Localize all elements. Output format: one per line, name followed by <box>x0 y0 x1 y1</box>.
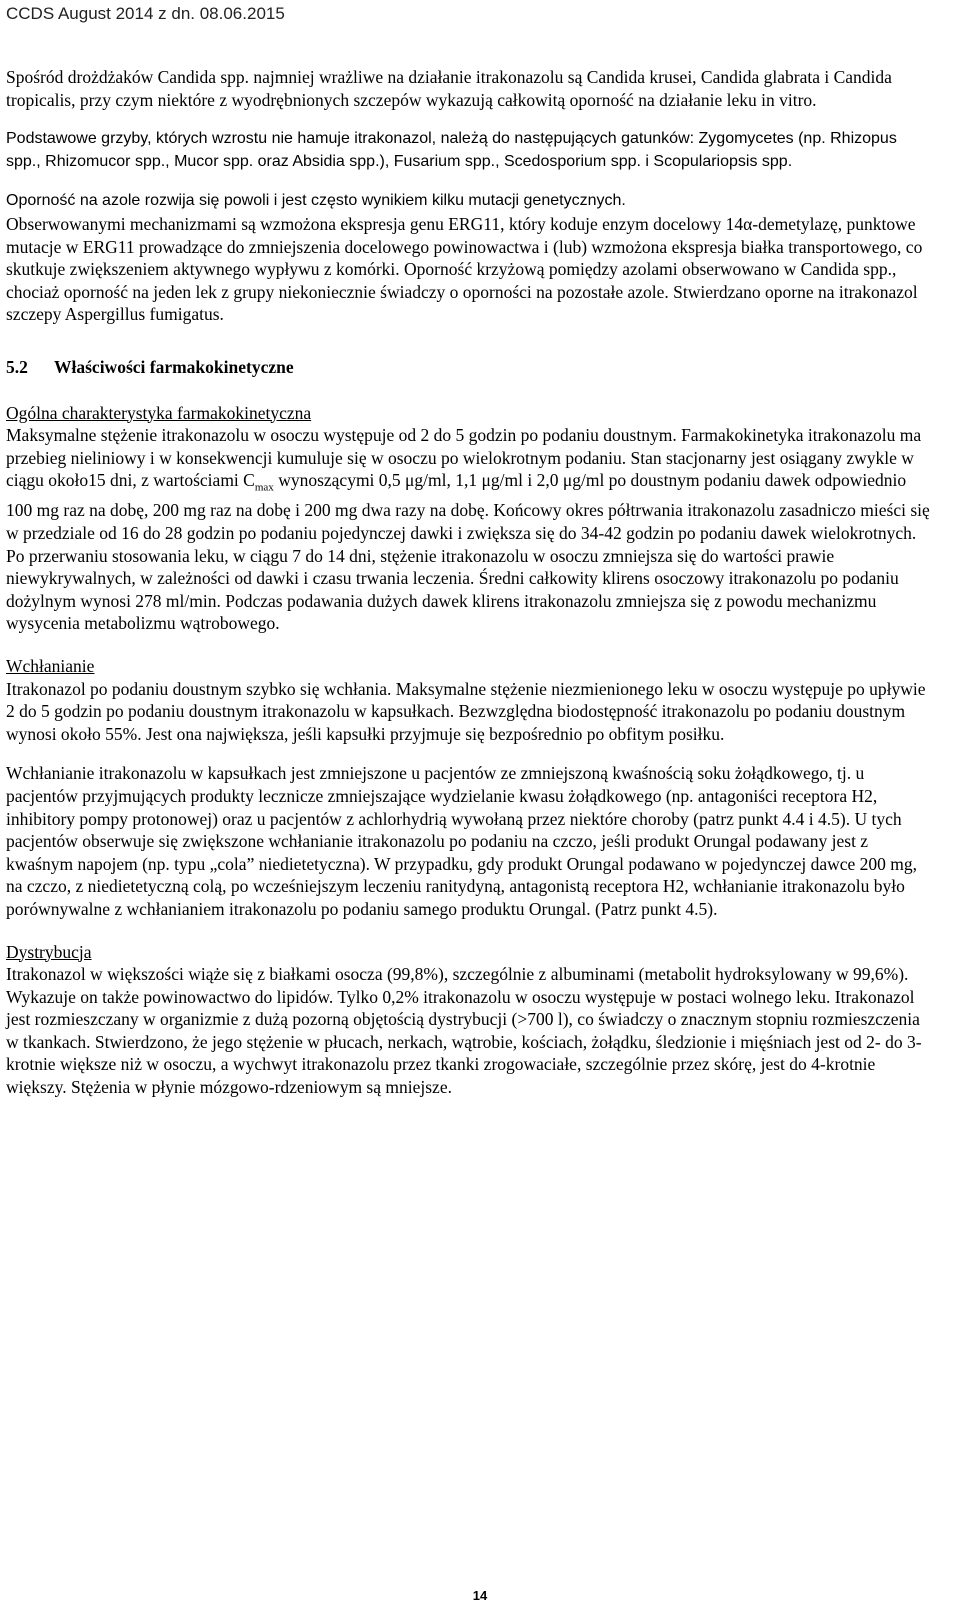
paragraph-absorption-1: Itrakonazol po podaniu doustnym szybko się wchłania. Maksymalne stężenie niezmienionego leku w osoczu występuje po upływie 2 do 5 godzin po podaniu doustnym itrakonazolu w kapsułkach. Bezwzględna biodostępność itrakonazolu po podaniu doustnym wynosi około 55%. Jest ona największa, jeśli kapsułki przyjmuje się bezpośrednio po obfitym posiłku. <box>6 678 926 744</box>
section-heading <box>6 356 934 379</box>
document-body <box>6 66 934 1099</box>
general-pk-text-start: Maksymalne stężenie itrakonazolu w osoczu występuje od 2 do 5 godzin po podaniu doustnym. Farmakokinetyka itrakonazolu ma przebieg nieliniowy i w konsekwencji kumuluje się w osoczu po wielokrotnym podaniu. Stan stacjonarny jest osiągany zwykle w ciągu około15 dni, z wartościami <box>6 425 922 491</box>
section-number: 5.2 <box>6 356 28 377</box>
document-header: CCDS August 2014 z dn. 08.06.2015 <box>6 4 285 23</box>
paragraph-distribution: Itrakonazol w większości wiąże się z białkami osocza (99,8%), szczególnie z albuminami (metabolit hydroksylowany w 99,6%). Wykazuje on także powinowactwo do lipidów. Tylko 0,2% itrakonazolu w osoczu występuje w postaci wolnego leku. Itrakonazol jest rozmieszczany w organizmie z dużą pozorną objętością dystrybucji (>700 l), co świadczy o znacznym stopniu rozmieszczenia w tkankach. Stwierdzono, że jego stężenie w płucach, nerkach, wątrobie, kościach, żołądku, śledzionie i mięśniach jest od 2- do 3-krotnie większe niż w osoczu, a wychwyt itrakonazolu przez tkanki zrogowaciałe, szczególnie przez skórę, jest do 4-krotnie większy. Stężenia w płynie mózgowo-rdzeniowym są mniejsze. <box>6 964 922 1098</box>
cmax-subscript: max <box>254 481 274 494</box>
paragraph-candida-resistance: Spośród drożdżaków Candida spp. najmniej wrażliwe na działanie itrakonazolu są Candida krusei, Candida glabrata i Candida tropicalis, przy czym niektóre z wyodrębnionych szczepów wykazują całkowitą oporność na działanie leku in vitro. <box>6 67 892 110</box>
paragraph-absorption-2: Wchłanianie itrakonazolu w kapsułkach jest zmniejszone u pacjentów ze zmniejszoną kwaśnością soku żołądkowego, tj. u pacjentów przyjmujących produkty lecznicze zmniejszające wydzielanie kwasu żołądkowego (np. antagoniści receptora H2, inhibitory pompy protonowej) oraz u pacjentów z achlorhydrią wywołaną przez niektóre choroby (patrz punkt 4.4 i 4.5). U tych pacjentów obserwuje się zwiększone wchłanianie itrakonazolu po podaniu na czczo, jeśli produkt Orungal podawany jest z kwaśnym napojem (np. typu „cola” niedietetyczna). W przypadku, gdy produkt Orungal podawano w pojedynczej dawce 200 mg, na czczo, z niedietetyczną colą, po wcześniejszym leczeniu ranitydyną, antagonistą receptora H2, wchłanianie itrakonazolu było porównywalne z wchłanianiem itrakonazolu po podaniu samego produktu Orungal. (Patrz punkt 4.5). <box>6 763 918 919</box>
subheading-distribution: Dystrybucja <box>6 941 92 962</box>
page-number: 14 <box>472 1588 488 1603</box>
paragraph-general-pk <box>6 424 934 635</box>
subheading-general-pk: Ogólna charakterystyka farmakokinetyczna <box>6 402 312 423</box>
cmax-letter: C <box>243 470 255 491</box>
subheading-absorption: Wchłanianie <box>6 655 95 676</box>
section-title: Właściwości farmakokinetyczne <box>54 356 294 377</box>
paragraph-resistance-mechanisms: Obserwowanymi mechanizmami są wzmożona ekspresja genu ERG11, który koduje enzym docelowy 14α-demetylazę, punktowe mutacje w ERG11 prowadzące do zmniejszenia docelowego powinowactwa i (lub) wzmożona ekspresja białka transportowego, co skutkuje zwiększeniem aktywnego wypływu z komórki. Oporność krzyżową pomiędzy azolami obserwowano w Candida spp., chociaż oporność na jeden lek z grupy niekoniecznie świadczy o oporności na pozostałe azole. Stwierdzano oporne na itrakonazol szczepy Aspergillus fumigatus. <box>6 213 923 325</box>
general-pk-text-end: wynoszącymi 0,5 μg/ml, 1,1 μg/ml i 2,0 μg/ml po doustnym podaniu dawek odpowiednio 100 mg raz na dobę, 200 mg raz na dobę i 200 mg dwa razy na dobę. Końcowy okres półtrwania itrakonazolu zasadniczo mieści się w przedziale od 16 do 28 godzin po podaniu pojedynczej dawki i zwiększa się do 34-42 godzin po podaniu dawek wielokrotnych. Po przerwaniu stosowania leku, w ciągu 7 do 14 dni, stężenie itrakonazolu w osoczu zmniejsza się do wartości prawie niewykrywalnych, w zależności od dawki i czasu trwania leczenia. Średni całkowity klirens osoczowy itrakonazolu po podaniu dożylnym wynosi 278 ml/min. Podczas podawania dużych dawek klirens itrakonazolu zmniejsza się z powodu mechanizmu wysycenia metabolizmu wątrobowego. <box>6 470 930 634</box>
paragraph-unsusceptible-fungi: Podstawowe grzyby, których wzrostu nie hamuje itrakonazol, należą do następujących gatunków: Zygomycetes (np. Rhizopus spp., Rhizomucor spp., Mucor spp. oraz Absidia spp.), Fusarium spp., Scedosporium spp. i Scopulariopsis spp. <box>6 130 897 170</box>
paragraph-azole-resistance-intro: Oporność na azole rozwija się powoli i jest często wynikiem kilku mutacji genetycznych. <box>6 192 626 210</box>
